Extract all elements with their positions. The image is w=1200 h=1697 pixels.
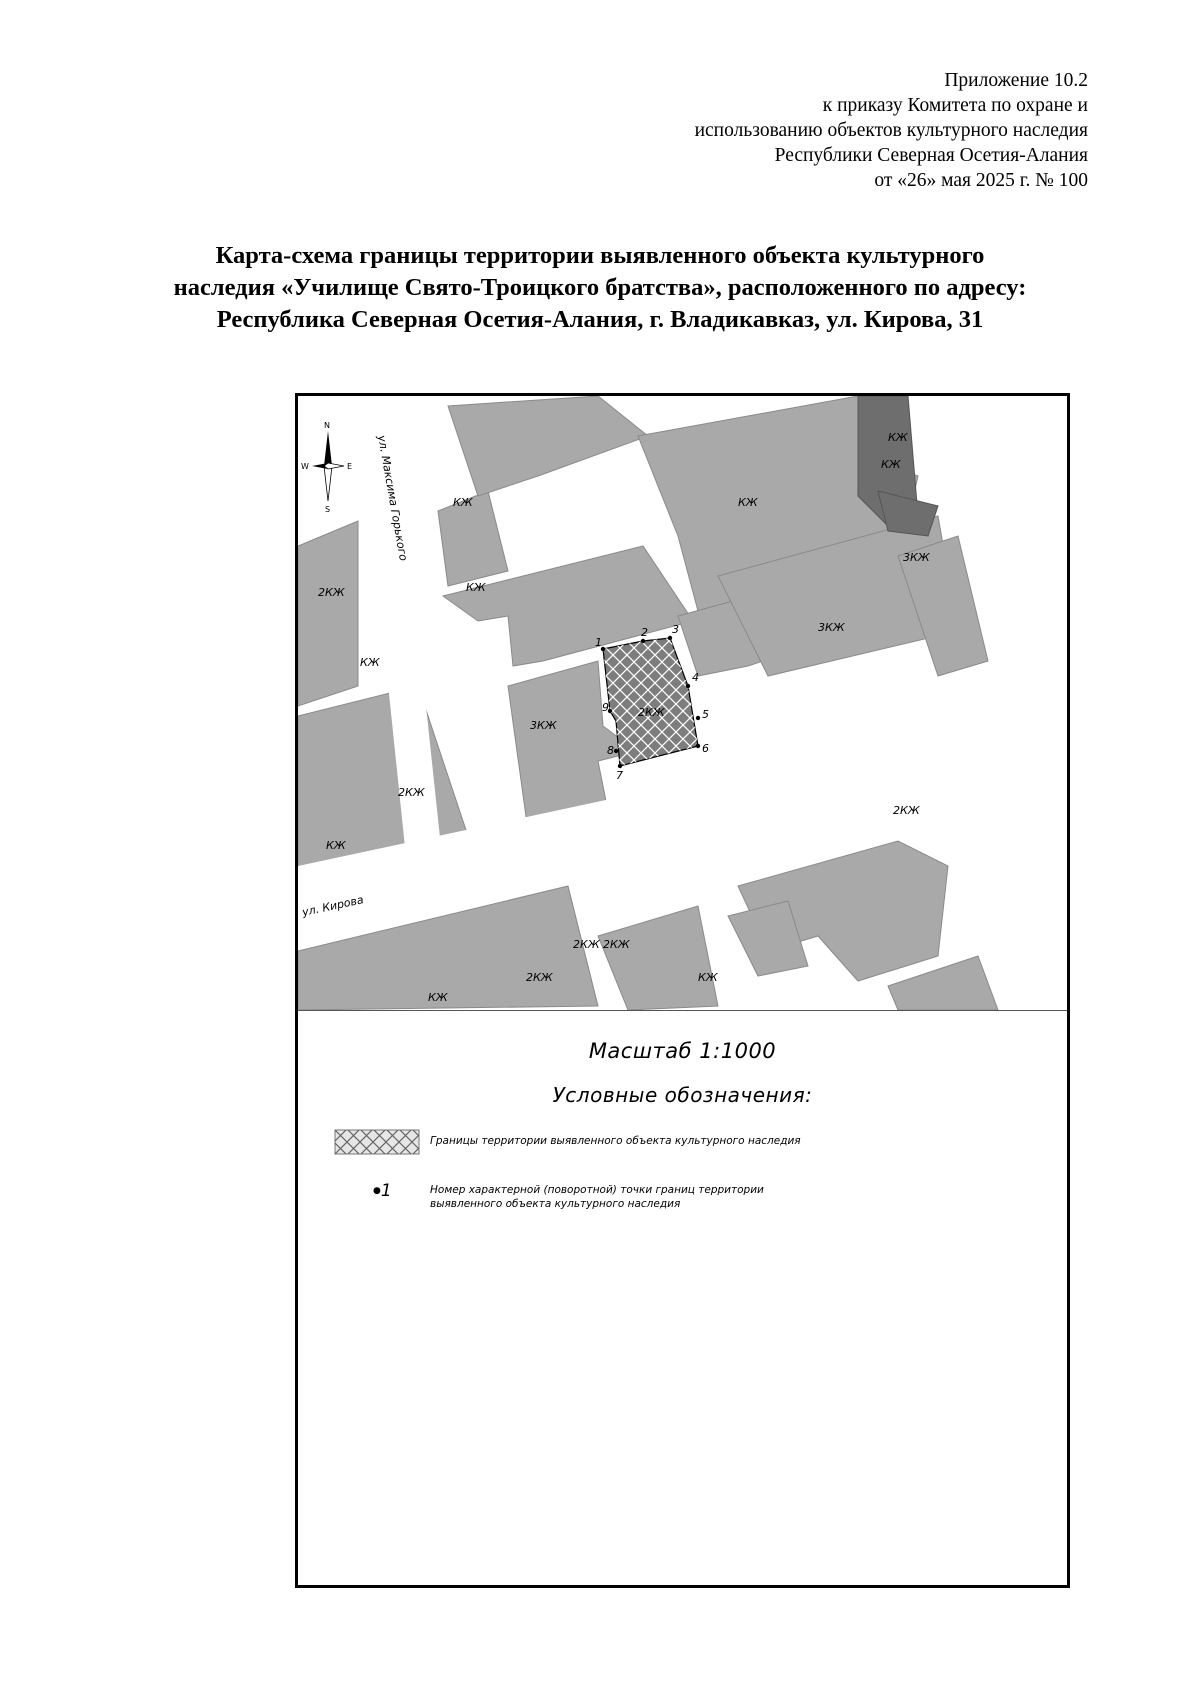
title-line: Карта-схема границы территории выявленного объекта культурного xyxy=(215,242,985,269)
building-label: КЖ xyxy=(698,971,718,984)
building-label: КЖ xyxy=(360,656,380,669)
boundary-point xyxy=(614,749,618,753)
point-legend-number: 1 xyxy=(380,1181,392,1201)
building xyxy=(298,521,358,706)
boundary-point xyxy=(618,764,622,768)
appendix-line: использованию объектов культурного наследия xyxy=(694,120,1088,141)
east-letter: E xyxy=(347,462,353,471)
appendix-line: к приказу Комитета по охране и xyxy=(822,95,1088,116)
west-letter: W xyxy=(301,462,309,471)
building-label: 2КЖ xyxy=(573,938,600,951)
building-label: 2КЖ xyxy=(603,938,630,951)
building-label: 3КЖ xyxy=(818,621,845,634)
legend-item-point xyxy=(430,1183,764,1211)
building-label: КЖ xyxy=(428,991,448,1004)
point-label: 9 xyxy=(602,701,609,714)
building-label: 2КЖ xyxy=(526,971,553,984)
building-label: КЖ xyxy=(466,581,486,594)
point-legend-symbol: ●1 xyxy=(373,1181,392,1201)
appendix-line: от «26» мая 2025 г. № 100 xyxy=(874,170,1088,191)
scale-label: Масштаб 1:1000 xyxy=(588,1039,777,1063)
boundary-point xyxy=(641,639,645,643)
building-label: КЖ xyxy=(738,496,758,509)
building-label: 3КЖ xyxy=(530,719,557,732)
appendix-block xyxy=(388,68,1088,193)
legend-panel xyxy=(298,1010,1067,1586)
boundary-point xyxy=(668,636,672,640)
legend-heading: Условные обозначения: xyxy=(552,1083,813,1107)
boundary-point xyxy=(686,684,690,688)
point-label: 8 xyxy=(607,744,614,757)
point-label: 6 xyxy=(702,742,709,755)
street-label: ул. Кирова xyxy=(300,893,365,919)
building-label: 2КЖ xyxy=(893,804,920,817)
building-label: 3КЖ xyxy=(903,551,930,564)
title-line: Республика Северная Осетия-Алания, г. Владикавказ, ул. Кирова, 31 xyxy=(216,306,984,333)
building-label: 2КЖ xyxy=(318,586,345,599)
legend-item-point-line: Номер характерной (поворотной) точки границ территории xyxy=(430,1184,764,1196)
point-label: 7 xyxy=(616,769,623,782)
site-map xyxy=(298,396,1067,1010)
building-label: КЖ xyxy=(881,458,901,471)
title-line: наследия «Училище Свято-Троицкого братства», расположенного по адресу: xyxy=(173,274,1027,301)
point-label: 1 xyxy=(595,636,602,649)
hatch-legend-symbol xyxy=(334,1129,420,1155)
boundary-point xyxy=(696,716,700,720)
point-label: 2 xyxy=(641,626,648,639)
appendix-line: Республики Северная Осетия-Алания xyxy=(774,145,1088,166)
building-label: 2КЖ xyxy=(638,706,665,719)
point-label: 5 xyxy=(702,708,709,721)
building-label: КЖ xyxy=(453,496,473,509)
building-label: КЖ xyxy=(888,431,908,444)
street-label: ул. Максима Горького xyxy=(375,434,410,562)
boundary-point xyxy=(696,744,700,748)
map-frame xyxy=(295,393,1070,1588)
building-label: КЖ xyxy=(326,839,346,852)
legend-item-point-line: выявленного объекта культурного наследия xyxy=(430,1198,681,1210)
appendix-line: Приложение 10.2 xyxy=(944,70,1088,91)
north-letter: N xyxy=(324,421,330,430)
document-title xyxy=(80,240,1120,336)
legend-item-boundary: Границы территории выявленного объекта культурного наследия xyxy=(430,1135,801,1147)
point-label: 3 xyxy=(672,623,679,636)
south-letter: S xyxy=(325,505,331,514)
point-label: 4 xyxy=(692,671,699,684)
building-label: 2КЖ xyxy=(398,786,425,799)
